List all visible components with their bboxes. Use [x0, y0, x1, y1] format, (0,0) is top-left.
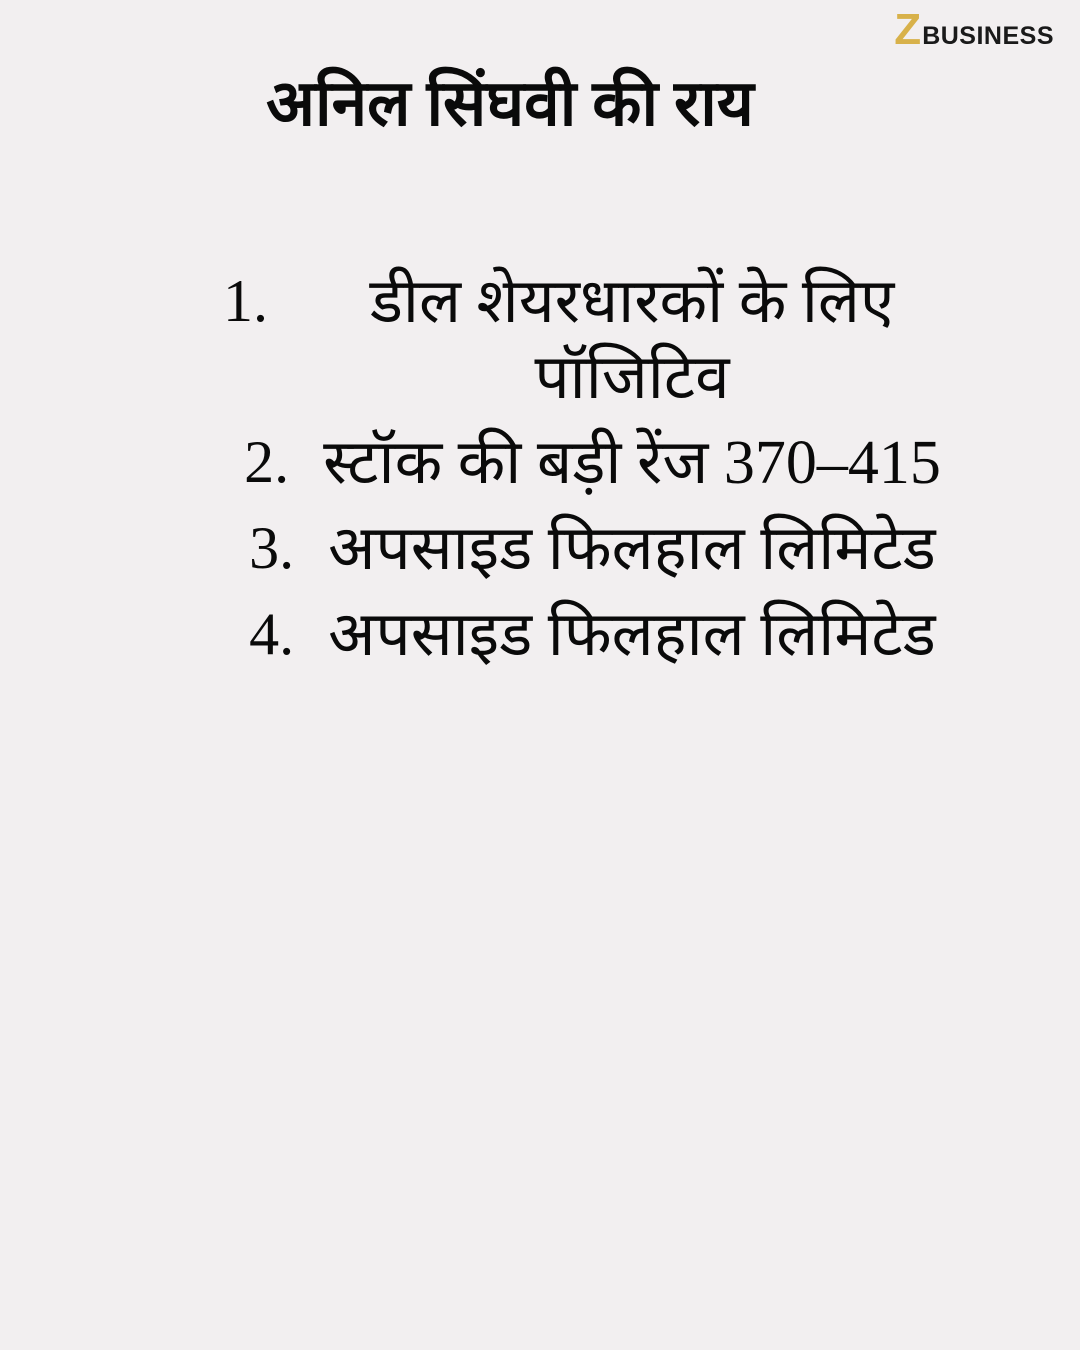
list-item: [60, 598, 1020, 674]
zee-mark-icon: Z: [894, 5, 921, 54]
list-item-text: अपसाइड फिलहाल लिमिटेड: [328, 600, 936, 669]
list-item-text: अपसाइड फिलहाल लिमिटेड: [328, 514, 936, 583]
list-item-number: 3.: [249, 514, 295, 581]
page-title: अनिल सिंघवी की राय: [266, 67, 754, 139]
list-item: [60, 265, 1020, 416]
list-item-number: 4.: [249, 600, 295, 667]
brand-logo: [894, 5, 1054, 54]
brand-wordmark: BUSINESS: [922, 22, 1054, 50]
list-item-number: 2.: [244, 429, 290, 496]
points-list: [0, 265, 1080, 683]
list-item-number: 1.: [223, 268, 268, 334]
list-item-text: स्टॉक की बड़ी रेंज 370–415: [323, 429, 941, 498]
list-item: [60, 426, 1020, 502]
list-item-text: डील शेयरधारकों के लिए पॉजिटिव: [369, 268, 895, 412]
list-item: [60, 512, 1020, 588]
